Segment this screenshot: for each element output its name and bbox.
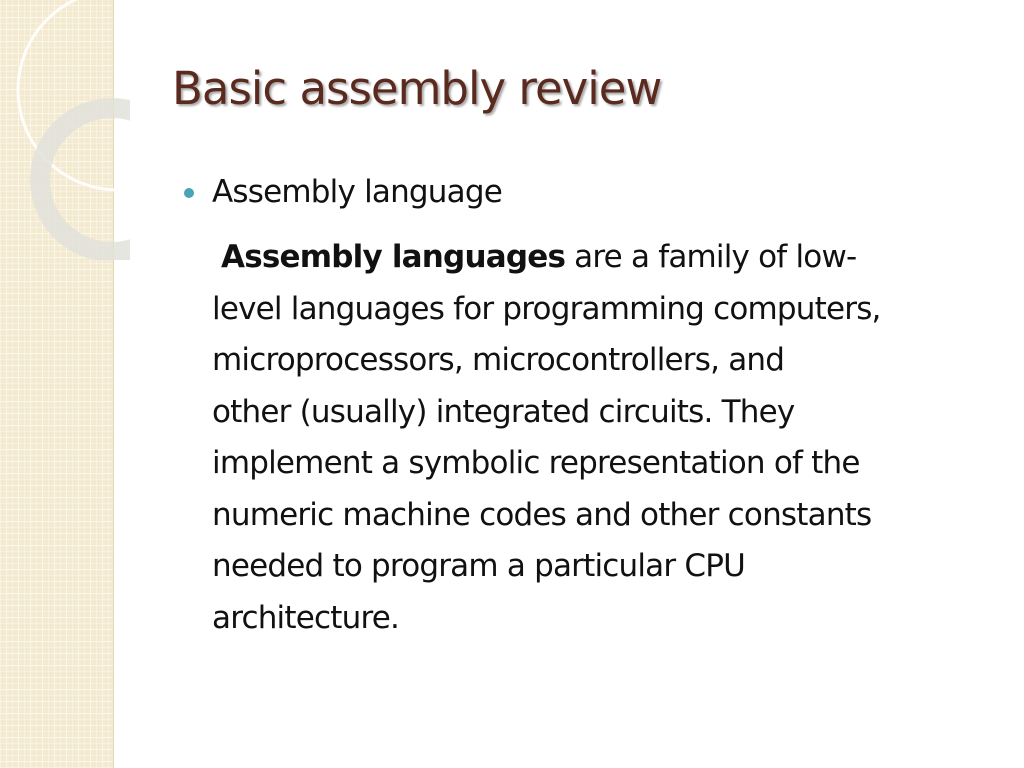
paragraph-line: numeric machine codes and other constants <box>212 496 872 533</box>
paragraph-line: other (usually) integrated circuits. They <box>212 393 795 430</box>
definition-paragraph <box>212 232 992 644</box>
bullet-text: Assembly language <box>212 174 502 210</box>
bold-term: Assembly languages <box>221 239 566 275</box>
bullet-dot-icon <box>184 188 194 198</box>
paragraph-line-text: are a family of low- <box>565 239 857 275</box>
decorative-rings <box>0 0 130 260</box>
paragraph-line: microprocessors, microcontrollers, and <box>212 342 785 378</box>
bullet-item <box>184 174 502 210</box>
paragraph-line: implement a symbolic representation of the <box>212 445 860 481</box>
paragraph-line: needed to program a particular CPU <box>212 548 745 584</box>
slide-title: Basic assembly review <box>172 62 662 115</box>
paragraph-line <box>212 232 992 284</box>
paragraph-line: level languages for programming computers, <box>212 290 881 327</box>
paragraph-line: architecture. <box>212 599 400 636</box>
